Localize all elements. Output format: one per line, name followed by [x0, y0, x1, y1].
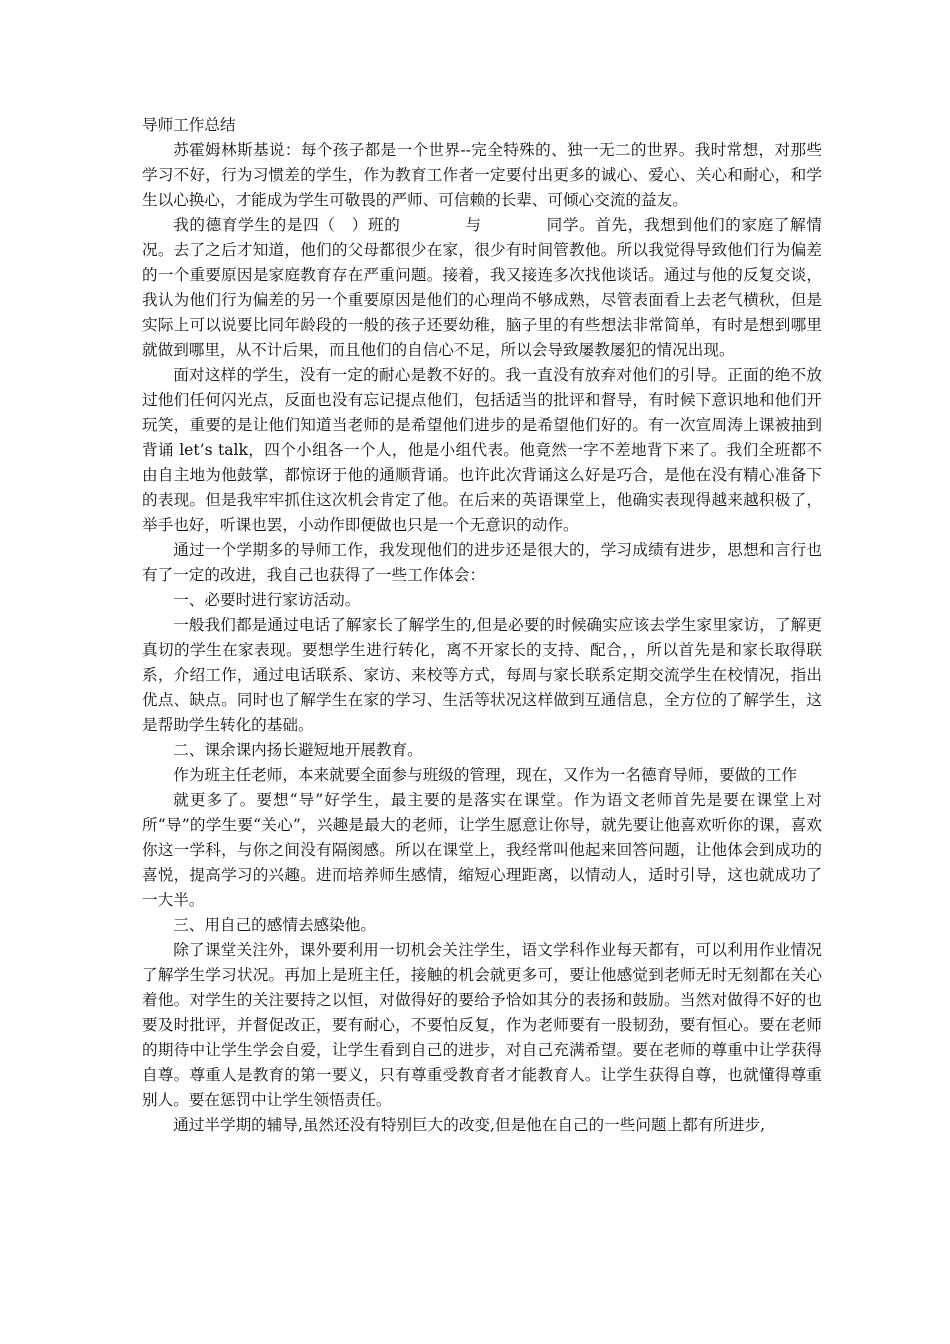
document-title: 导师工作总结 — [142, 116, 236, 134]
paragraph-progress: 通过一个学期多的导师工作，我发现他们的进步还是很大的，学习成绩有进步，思想和言行也有了一定的改进，我自己也获得了一些工作体会： — [142, 541, 822, 584]
section-heading-classroom: 二、课余课内扬长避短地开展教育。 — [173, 741, 423, 759]
section-heading-emotion: 三、用自己的感情去感染他。 — [173, 916, 376, 934]
paragraph-home-visit: 一般我们都是通过电话了解家长了解学生的,但是必要的时候确实应该去学生家里家访，了解更真切的学生在家表现。要想学生进行转化，离不开家长的支持、配合，，所以首先是和家长取得联系，介绍工作，通过电话联系、家访、来校等方式，每周与家长联系定期交流学生在校情况，指出优点、缺点。同时也了解学生在家的学习、生活等状况这样做到互通信息，全方位的了解学生，这是帮助学生转化的基础。 — [142, 616, 822, 734]
paragraph-class-teacher: 作为班主任老师，本来就要全面参与班级的管理，现在，又作为一名德育导师，要做的工作 — [173, 766, 797, 784]
paragraph-emotion: 除了课堂关注外，课外要利用一切机会关注学生，语文学科作业每天都有，可以利用作业情况了解学生学习状况。再加上是班主任，接触的机会就更多可，要让他感觉到老师无时无刻都在关心着他。对学生的关注要持之以恒，对做得好的要给予恰如其分的表扬和鼓励。当然对做得不好的也要及时批评，并督促改正，要有耐心，不要怕反复，作为老师要有一股韧劲，要有恒心。要在老师的期待中让学生学会自爱，让学生看到自己的进步，对自己充满希望。要在老师的尊重中让学获得自尊。尊重人是教育的第一要义，只有尊重受教育者才能教育人。让学生获得自尊，也就懂得尊重别人。要在惩罚中让学生领悟责任。 — [142, 941, 822, 1109]
paragraph-intro: 苏霍姆林斯基说：每个孩子都是一个世界--完全特殊的、独一无二的世界。我时常想，对那些学习不好，行为习惯差的学生，作为教育工作者一定要付出更多的诚心、爱心、关心和耐心，和学生以心换心，才能成为学生可敬畏的严师、可信赖的长辈、可倾心交流的益友。 — [142, 141, 822, 209]
paragraph-students: 我的德育学生的是四（ ）班的 与 同学。首先，我想到他们的家庭了解情况。去了之后才知道，他们的父母都很少在家，很少有时间管教他。所以我觉得导致他们行为偏差的一个重要原因是家庭教育存在严重问题。接着，我又接连多次找他谈话。通过与他的反复交谈，我认为他们行为偏差的另一个重要原因是他们的心理尚不够成熟，尽管表面看上去老气横秋，但是实际上可以说要比同年龄段的一般的孩子还要幼稚，脑子里的有些想法非常简单，有时是想到哪里就做到哪里，从不计后果，而且他们的自信心不足，所以会导致屡教屡犯的情况出现。 — [142, 216, 822, 359]
document-page — [142, 113, 822, 1138]
paragraph-classroom: 就更多了。要想“导”好学生，最主要的是落实在课堂。作为语文老师首先是要在课堂上对所“导”的学生要“关心”，兴趣是最大的老师，让学生愿意让你导，就先要让他喜欢听你的课，喜欢你这一学科，与你之间没有隔阂感。所以在课堂上，我经常叫他起来回答问题，让他体会到成功的喜悦，提高学习的兴趣。进而培养师生感情，缩短心理距离，以情动人，适时引导，这也就成功了一大半。 — [142, 791, 822, 909]
paragraph-conclusion: 通过半学期的辅导,虽然还没有特别巨大的改变,但是他在自己的一些问题上都有所进步, — [173, 1116, 766, 1134]
paragraph-patience: 面对这样的学生，没有一定的耐心是教不好的。我一直没有放弃对他们的引导。正面的绝不放过他们任何闪光点，反面也没有忘记提点他们，包括适当的批评和督导，有时候下意识地和他们开玩笑，重要的是让他们知道当老师的是希望他们进步的是希望他们好的。有一次宣周涛上课被抽到背诵 let’s talk，四个小组各一个人，他是小组代表。他竟然一字不差地背下来了。我们全班都不由自主地为他鼓掌，都惊讶于他的通顺背诵。也许此次背诵这么好是巧合，是他在没有精心准备下的表现。但是我牢牢抓住这次机会肯定了他。在后来的英语课堂上，他确实表现得越来越积极了，举手也好，听课也罢，小动作即便做也只是一个无意识的动作。 — [142, 366, 822, 534]
section-heading-home-visit: 一、必要时进行家访活动。 — [173, 591, 361, 609]
